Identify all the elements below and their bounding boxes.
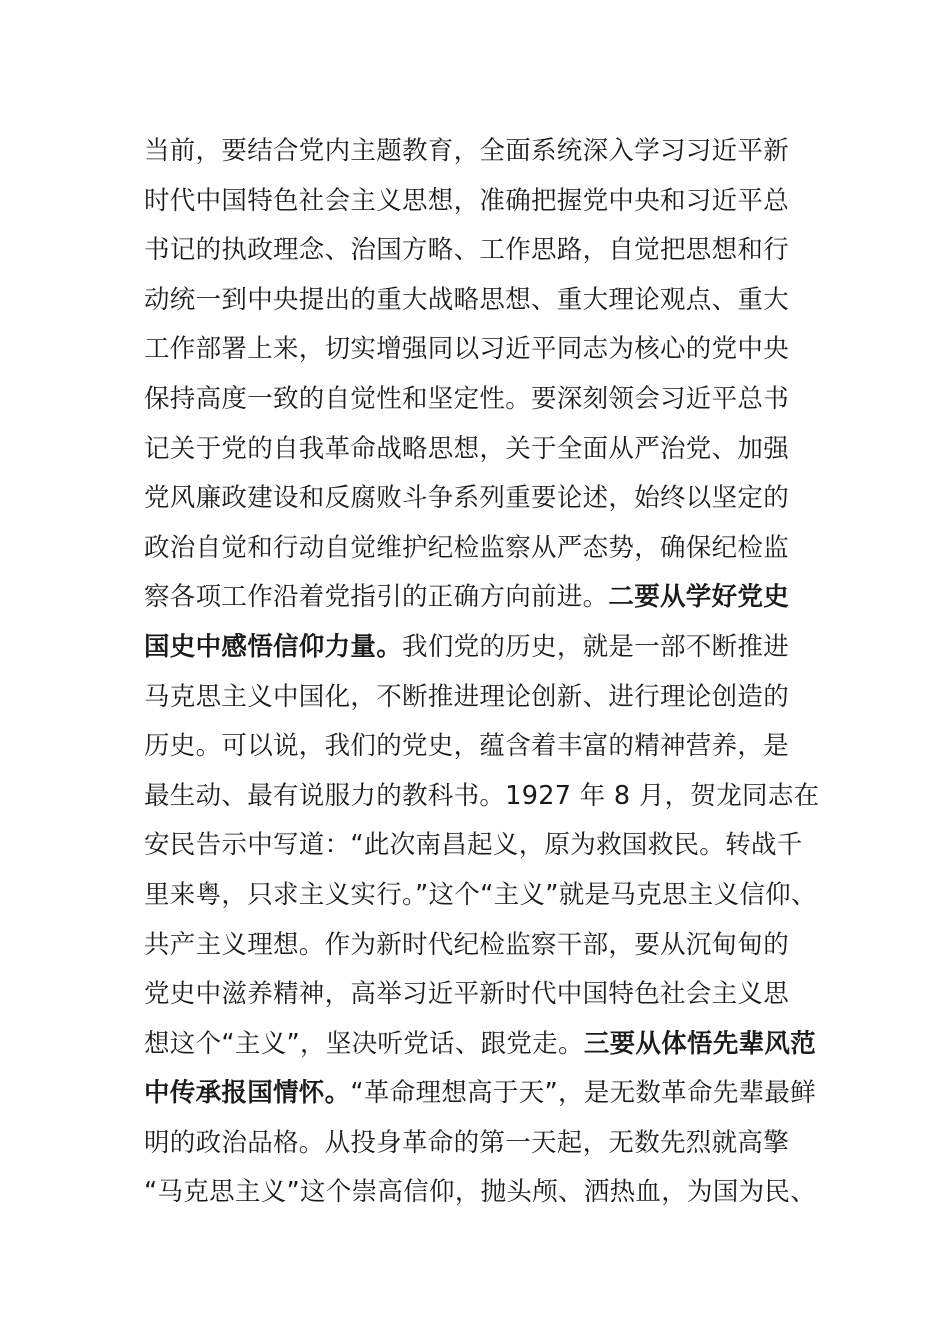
text-segment: 政治自觉和行动自觉维护纪检监察从严态势，确保纪检监 [144, 532, 790, 563]
bold-heading-segment: 国史中感悟信仰力量。 [144, 631, 403, 662]
text-line [144, 325, 809, 375]
text-line [144, 921, 809, 971]
text-line [144, 573, 809, 623]
text-segment: 党史中滋养精神，高举习近平新时代中国特色社会主义思 [144, 979, 790, 1010]
text-segment: 记关于党的自我革命战略思想，关于全面从严治党、加强 [144, 433, 790, 464]
text-line [144, 673, 809, 723]
text-line [144, 226, 809, 276]
text-segment: 动统一到中央提出的重大战略思想、重大理论观点、重大 [144, 284, 790, 315]
text-segment: 书记的执政理念、治国方略、工作思路，自觉把思想和行 [144, 235, 790, 266]
text-line [144, 375, 809, 425]
text-line [144, 871, 817, 921]
text-segment: 党风廉政建设和反腐败斗争系列重要论述，始终以坚定的 [144, 483, 790, 514]
text-segment: 保持高度一致的自觉性和坚定性。要深刻领会习近平总书 [144, 383, 790, 414]
text-line [144, 425, 809, 475]
text-segment: 共产主义理想。作为新时代纪检监察干部，要从沉甸甸的 [144, 929, 790, 960]
text-line [144, 623, 809, 673]
text-line [144, 821, 809, 871]
text-line [144, 524, 809, 574]
text-line [144, 474, 809, 524]
text-line [144, 1020, 817, 1070]
text-line [144, 722, 809, 772]
body-paragraph [144, 127, 820, 1218]
text-segment: “马克思主义”这个崇高信仰，抛头颅、洒热血，为国为民、 [144, 1177, 817, 1208]
text-segment: “革命理想高于天”，是无数革命先辈最鲜 [350, 1078, 817, 1109]
text-line [144, 1119, 809, 1169]
text-segment: 时代中国特色社会主义思想，准确把握党中央和习近平总 [144, 185, 790, 216]
text-line [144, 177, 809, 227]
text-segment: 历史。可以说，我们的党史，蕴含着丰富的精神营养，是 [144, 731, 790, 762]
bold-heading-segment: 二要从学好党史 [608, 582, 790, 613]
text-segment: 马克思主义中国化，不断推进理论创新、进行理论创造的 [144, 681, 790, 712]
text-line [144, 772, 820, 822]
text-line [144, 1168, 817, 1218]
text-line [144, 276, 809, 326]
text-line [144, 1069, 817, 1119]
text-segment: 工作部署上来，切实增强同以习近平同志为核心的党中央 [144, 334, 790, 365]
text-segment: 最生动、最有说服力的教科书。1927 年 8 月，贺龙同志在 [144, 780, 820, 811]
bold-heading-segment: 三要从体悟先辈风范 [583, 1028, 817, 1059]
text-line [144, 970, 809, 1020]
text-segment: 里来粤，只求主义实行。”这个“主义”就是马克思主义信仰、 [144, 879, 817, 910]
text-segment: 察各项工作沿着党指引的正确方向前进。 [144, 582, 609, 613]
bold-heading-segment: 中传承报国情怀。 [144, 1078, 351, 1109]
text-segment: 我们党的历史，就是一部不断推进 [402, 631, 790, 662]
text-segment: 明的政治品格。从投身革命的第一天起，无数先烈就高擎 [144, 1127, 790, 1158]
text-line [144, 127, 809, 177]
text-segment: 想这个“主义”，坚决听党话、跟党走。 [144, 1028, 584, 1059]
text-segment: 安民告示中写道：“此次南昌起义，原为救国救民。转战千 [144, 830, 803, 861]
text-segment: 当前，要结合党内主题教育，全面系统深入学习习近平新 [144, 136, 790, 166]
